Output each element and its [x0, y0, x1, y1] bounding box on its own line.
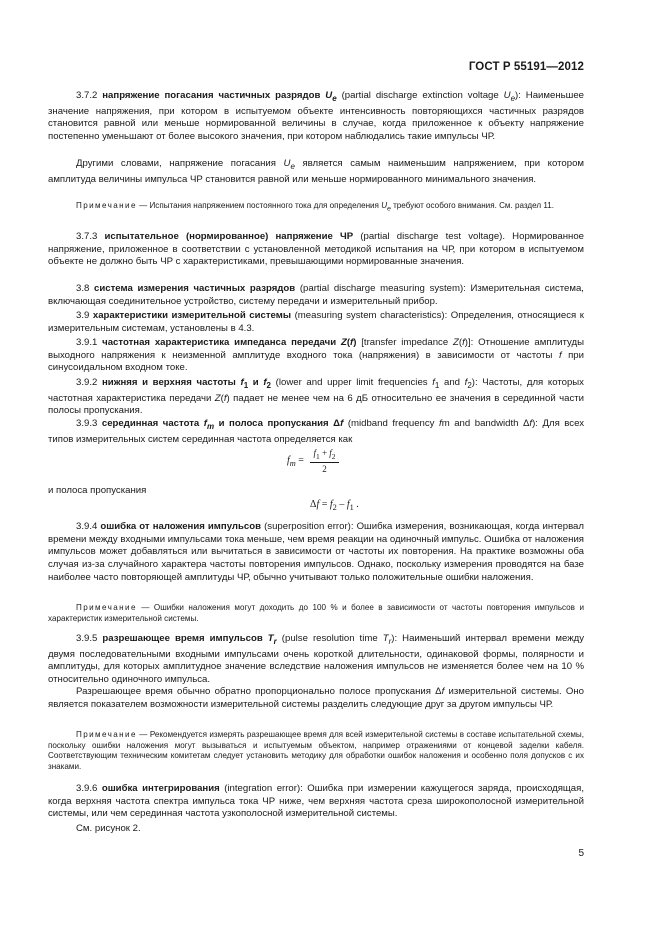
formula-fm-lhs: $f_m$ = [287, 455, 304, 469]
note-1: Примечание — Испытания напряжением постоянного тока для определения $U_e$ требуют особого внимания. См. раздел 11. [76, 201, 555, 213]
term-3-9-1: 3.9.1 частотная характеристика импеданса передачи Z(f) [transfer impedance Z(f)]: Отношение амплитуды выходного напряжения к неизменной амплитуде входного тока (напряжения) в зависимости от частоты f при синусоидальном входном токе. [48, 337, 584, 374]
term-3-9-5-explanation: Разрешающее время обычно обратно пропорционально полосе пропускания Δf измерительной системы. Оно является показателем возможности измерительной системы разделить следующие друг за другом импульсы ЧР. [48, 686, 584, 710]
term-3-9-3: 3.9.3 серединная частота $f_m$ и полоса пропускания Δf (midband frequency fm and bandwidth Δf): Для всех типов измерительных систем серединная частота определяется как [48, 418, 585, 445]
note-3: Примечание — Рекомендуется измерять разрешающее время для всей измерительной системы в составе испытательной схемы, поскольку ошибки наложения могут вызываться и испытуемым объектом, например отражениями от концевой заделки кабеля. Соответствующим техническим комитетам следует установить методику для обработки ошибок наложения и особенно поля допусков с их знаками. [48, 730, 584, 771]
term-3-9-2: 3.9.2 нижняя и верхняя частоты $f_1$ и $f_2$ (lower and upper limit frequencies $f_1$ and $f_2$): Частоты, для которых частотная характеристика передачи Z(f) падает не менее чем на 6 дБ относительно ее значения в серединной части полосы пропускания. [48, 377, 584, 417]
formula-fm-numerator: $f_1 + f_2$ [310, 448, 338, 463]
formula-fm-denominator: 2 [322, 463, 327, 474]
term-3-7-2: 3.7.2 напряжение погасания частичных разрядов $U_e$ (partial discharge extinction voltage $U_e$): Наименьшее значение напряжения, при котором в испытуемом объекте интенсивность повторяющихся частичных разрядов становится равной или меньше нормированной величины в случае, когда приложенное к объекту напряжение постепенно уменьшают от более высокого значения, при котором наблюдались такие импульсы ЧР. [48, 90, 585, 143]
term-3-9-5: 3.9.5 разрешающее время импульсов $T_r$ (pulse resolution time $T_r$): Наименьший интервал времени между двумя последовательными входными импульсами очень короткой длительности, одинаковой формы, полярности и амплитуды, для которых амплитудное значение вследствие наложения импульсов не изменяется более чем на 10 % относительно одиночного импульса. [48, 633, 585, 686]
document-header: ГОСТ Р 55191—2012 [468, 61, 584, 73]
term-3-8: 3.8 система измерения частичных разрядов (partial discharge measuring system): Измерительная система, включающая соединительное устройство, систему передачи и измерительный прибор. [48, 283, 584, 307]
formula-bandwidth: $\Delta f = f_2 - f_1$ . [310, 499, 359, 512]
term-3-9-6: 3.9.6 ошибка интегрирования (integration error): Ошибка при измерении кажущегося заряда, происходящая, когда верхняя частота спектра импульса тока ЧР ниже, чем верхняя частота среза широкополосной измерительной системы, или чем серединная частота узкополосной измерительной системы. [48, 783, 584, 820]
note-2: Примечание — Ошибки наложения могут доходить до 100 % и более в зависимости от частоты повторения импульсов и характеристик измерительной системы. [48, 603, 584, 623]
page-number: 5 [578, 848, 584, 859]
term-3-9-4: 3.9.4 ошибка от наложения импульсов (superposition error): Ошибка измерения, возникающая, когда интервал времени между входными импульсами тока меньше, чем время реакции на одиночный импульс. Ошибка от наложения импульсов может добавляться или вычитаться в зависимости от частоты их повторения. На практике возможны оба случая из-за случайного характера частоты повторения импульсов. Однако, поскольку измерения проводятся на базе наиболее часто повторяющей амплитуды ЧР, обычно учитывают только положительные ошибки наложения. [48, 521, 584, 583]
formula-midband-frequency [287, 448, 339, 474]
formula-fm-fraction [310, 448, 338, 474]
bandwidth-intro: и полоса пропускания [48, 485, 147, 496]
term-3-9: 3.9 характеристики измерительной системы (measuring system characteristics): Определения, относящиеся к измерительным системам, установлены в 4.3. [48, 310, 584, 334]
term-3-7-3: 3.7.3 испытательное (нормированное) напряжение ЧР (partial discharge test voltage). Нормированное напряжение, приложенное в соответствии с установленной методикой испытания на ЧР, при котором в испытуемом объекте не должно быть ЧР с характеристиками, превышающими нормированные значения. [48, 231, 585, 268]
term-3-7-2-explanation: Другими словами, напряжение погасания $U_e$ является самым наименьшим напряжением, при котором амплитуда величины импульса ЧР становится равной или меньше нормированного минимального значения. [48, 158, 584, 185]
see-figure-ref: См. рисунок 2. [76, 823, 141, 834]
